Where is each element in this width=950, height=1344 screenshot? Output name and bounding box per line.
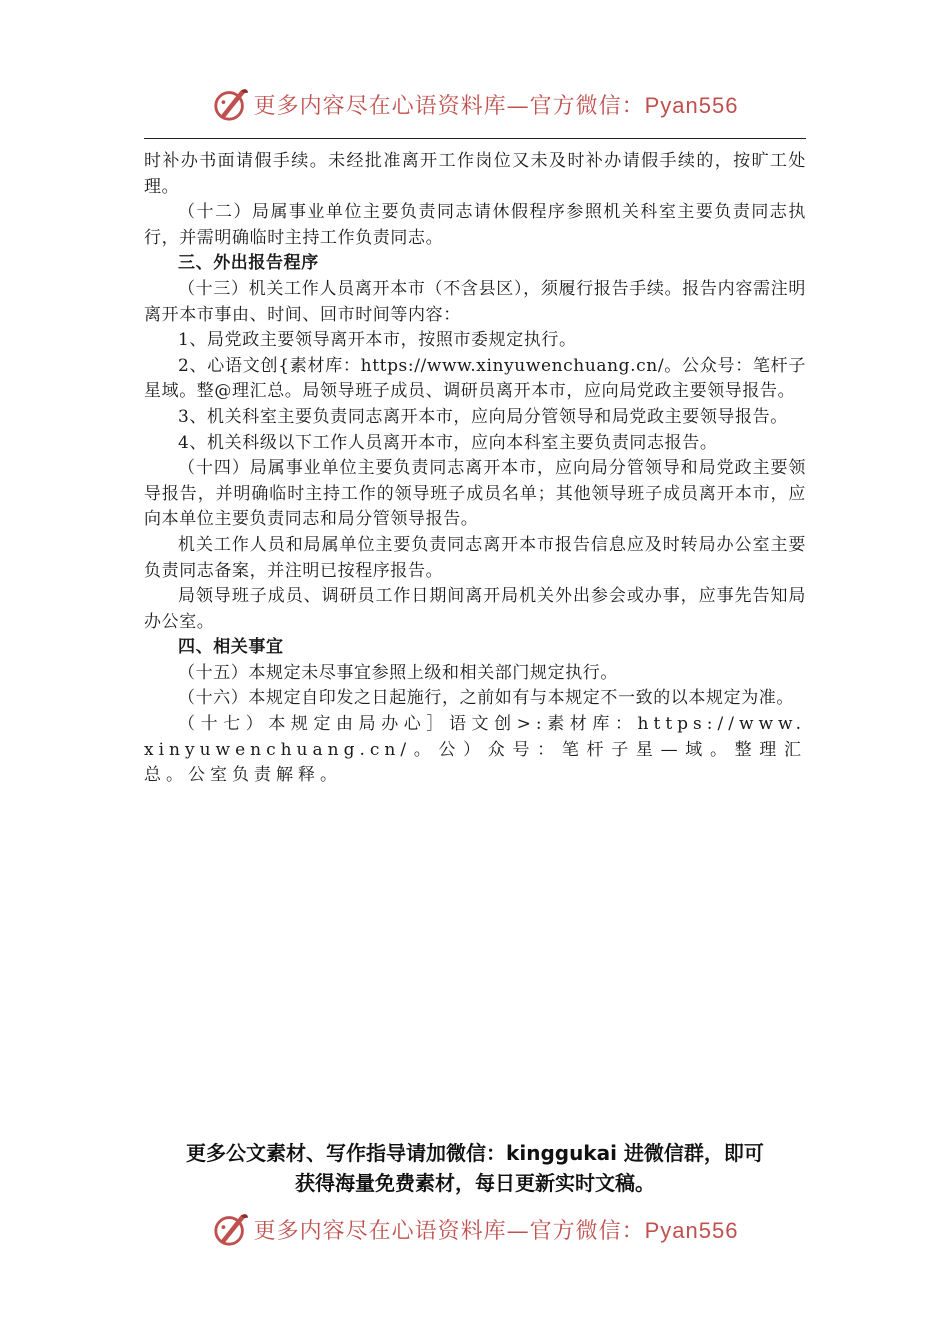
footer-banner-text: 更多内容尽在心语资料库—官方微信：Pyan556 [253,1217,739,1244]
paragraph: （十七）本规定由局办心］语文创>:素材库：https://www.xinyuwenchuang.cn/。公）众号：笔杆子星—域。整理汇总。公室负责解释。 [144,714,806,786]
footer-promo-line-1: 更多公文素材、写作指导请加微信：kinggukai 进微信群，即可 [186,1141,764,1165]
paragraph: 3、机关科室主要负责同志离开本市，应向局分管领导和局党政主要领导报告。 [178,406,788,427]
header-banner-text: 更多内容尽在心语资料库—官方微信：Pyan556 [253,92,739,119]
quill-circle-icon [212,85,250,123]
header-banner [0,82,950,126]
footer-promo-line-2: 获得海量免费素材，每日更新实时文稿。 [295,1171,655,1195]
paragraph: （十二）局属事业单位主要负责同志请休假程序参照机关科室主要负责同志执行，并需明确临时主持工作负责同志。 [144,202,806,248]
quill-circle-icon [212,1210,250,1248]
footer-banner [0,1207,950,1251]
section-heading: 四、相关事宜 [178,637,284,658]
paragraph: 2、心语文创{素材库：https://www.xinyuwenchuang.cn/。公众号：笔杆子星域。整@理汇总。局领导班子成员、调研员离开本市，应向局党政主要领导报告。 [144,355,806,402]
document-body [144,149,806,789]
paragraph: （十五）本规定未尽事宜参照上级和相关部门规定执行。 [178,662,618,683]
paragraph: （十三）机关工作人员离开本市（不含县区），须履行报告手续。报告内容需注明离开本市事由、时间、回市时间等内容： [144,278,806,325]
paragraph: 局领导班子成员、调研员工作日期间离开局机关外出参会或办事，应事先告知局办公室。 [144,586,806,632]
paragraph: 机关工作人员和局属单位主要负责同志离开本市报告信息应及时转局办公室主要负责同志备案，并注明已按程序报告。 [144,534,806,581]
header-divider [144,138,806,139]
header-banner-wechat: Pyan556 [644,92,739,118]
footer-banner-wechat: Pyan556 [644,1217,739,1243]
section-heading: 三、外出报告程序 [178,253,319,274]
paragraph: 1、局党政主要领导离开本市，按照市委规定执行。 [178,330,577,351]
paragraph: （十四）局属事业单位主要负责同志离开本市，应向局分管领导和局党政主要领导报告，并明确临时主持工作的领导班子成员名单；其他领导班子成员离开本市，应向本单位主要负责同志和局分管领导报告。 [144,458,806,530]
footer-promo [130,1138,820,1198]
paragraph: 4、机关科级以下工作人员离开本市，应向本科室主要负责同志报告。 [178,432,718,453]
paragraph: （十六）本规定自印发之日起施行，之前如有与本规定不一致的以本规定为准。 [178,688,794,709]
paragraph: 时补办书面请假手续。未经批准离开工作岗位又未及时补办请假手续的，按旷工处理。 [144,151,806,197]
